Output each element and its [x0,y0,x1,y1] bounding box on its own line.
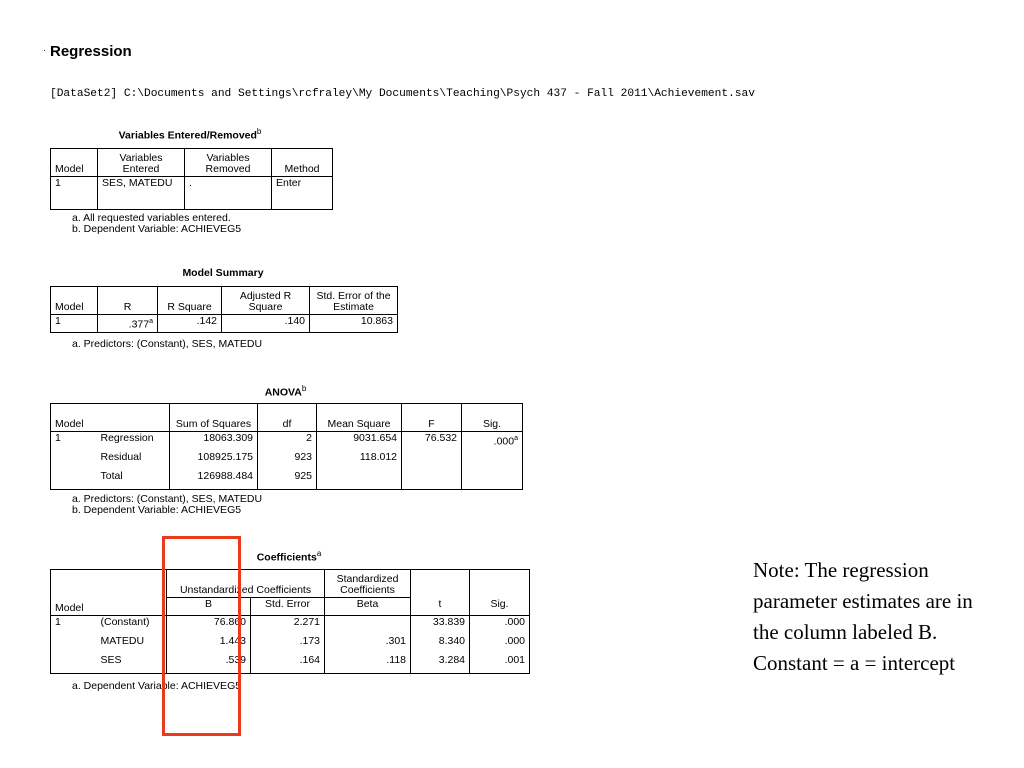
table-cell [51,654,97,674]
table-cell: .173 [251,635,325,654]
col-header: R [98,287,158,315]
col-header: Std. Error of the Estimate [310,287,398,315]
table-cell: .001 [470,654,530,674]
table-cell: Total [97,470,170,490]
table-cell: 118.012 [317,451,402,470]
table-cell: 108925.175 [170,451,258,470]
table-cell [462,451,523,470]
table-cell [325,616,411,635]
table-cell: 2.271 [251,616,325,635]
table-cell: .140 [222,315,310,333]
table-cell: .000 [470,635,530,654]
col-header: Std. Error [251,598,325,616]
table-cell: 923 [258,451,317,470]
col-header: F [402,404,462,432]
anova-title: ANOVA$^b$ [264,384,307,399]
col-group-header: Standardized Coefficients [325,570,411,598]
table-cell: .301 [325,635,411,654]
col-header: Sig. [470,598,530,616]
col-header: Variables Entered [98,149,185,177]
table-cell [462,470,523,490]
table-cell: Residual [100,450,142,463]
variables-entered-title: Variables Entered/Removed$^b$ [118,127,262,142]
table-cell: 1 [51,177,98,210]
col-header: Model [51,404,170,432]
table-cell: .164 [251,654,325,674]
table-cell: .377$^a$ [98,315,158,333]
table-cell: Enter [272,177,333,210]
footnote: a. Predictors: (Constant), SES, MATEDU [72,493,263,505]
table-cell: 1.443 [167,635,251,654]
col-header: df [258,404,317,432]
col-header: Sum of Squares [170,404,258,432]
footnote: a. All requested variables entered. [72,212,231,224]
b-column-highlight [162,536,241,736]
table-cell: .000$^a$ [462,432,523,451]
table-cell: 1 [51,432,97,451]
table-cell: 1 [51,616,97,635]
table-cell: .118 [325,654,411,674]
table-cell: Regression [100,432,154,444]
table-cell: 10.863 [310,315,398,333]
page-title: Regression [50,43,132,60]
table-cell [411,570,470,598]
table-cell: 1 [51,315,98,333]
table-cell: .539 [167,654,251,674]
table-cell: 2 [258,432,317,451]
col-header: Adjusted R Square [222,287,310,315]
table-cell: 925 [258,470,317,490]
col-header: B [167,598,251,616]
table-cell [317,470,402,490]
col-header: Model [51,598,167,616]
footnote: b. Dependent Variable: ACHIEVEG5 [72,504,242,516]
col-header: Mean Square [317,404,402,432]
table-cell [51,451,97,470]
footnote: a. Dependent Variable: ACHIEVEG5 [72,680,242,692]
col-header: Variables Removed [185,149,272,177]
bullet-dot: · [43,45,46,55]
table-cell: 3.284 [411,654,470,674]
table-cell: 18063.309 [170,432,258,451]
table-cell: .142 [158,315,222,333]
table-cell: SES, MATEDU [98,177,185,210]
anova-table [50,403,523,490]
coefficients-title: Coefficients$^a$ [256,549,322,564]
table-cell [51,470,97,490]
dataset-path: [DataSet2] C:\Documents and Settings\rcfraley\My Documents\Teaching\Psych 437 - Fall 2011\Achievement.sav [50,88,755,100]
table-cell: 8.340 [411,635,470,654]
table-cell: MATEDU [100,634,145,647]
table-cell: 76.532 [402,432,462,451]
footnote: b. Dependent Variable: ACHIEVEG5 [72,223,242,235]
col-header: Sig. [462,404,523,432]
model-summary-table [50,286,398,333]
table-cell [470,570,530,598]
table-cell: 126988.484 [170,470,258,490]
coefficients-table [50,569,530,674]
variables-entered-table [50,148,333,210]
col-group-header: Unstandardized Coefficients [167,570,325,598]
col-header: R Square [158,287,222,315]
explanatory-note: Note: The regression parameter estimates are in the column labeled B. Constant = a = intercept [753,558,973,675]
table-cell: 76.860 [167,616,251,635]
table-cell [51,570,167,598]
table-cell: . [185,177,272,210]
col-header: t [411,598,470,616]
table-cell: 33.839 [411,616,470,635]
table-cell [51,635,97,654]
col-header: Beta [325,598,411,616]
table-cell: SES [97,654,167,674]
col-header: Model [51,149,98,177]
model-summary-title: Model Summary [182,267,264,279]
table-cell: .000 [470,616,530,635]
col-header: Model [51,287,98,315]
col-header: Method [272,149,333,177]
table-cell [402,451,462,470]
table-cell: 9031.654 [317,432,402,451]
table-cell: (Constant) [100,616,150,628]
table-cell [402,470,462,490]
footnote: a. Predictors: (Constant), SES, MATEDU [72,338,263,350]
